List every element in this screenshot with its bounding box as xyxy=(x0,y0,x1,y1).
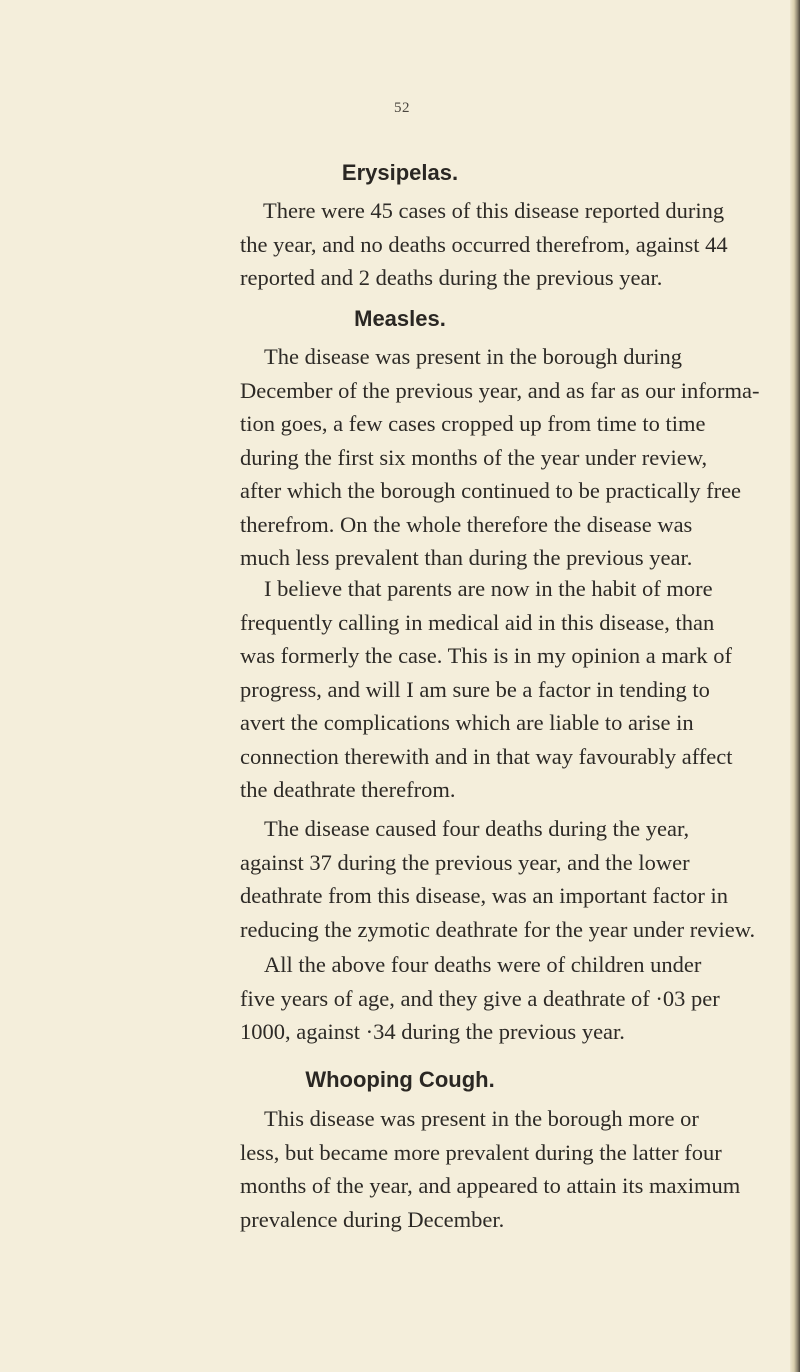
text-line: connection therewith and in that way favourably affect xyxy=(240,743,733,769)
text-line: The disease was present in the borough during xyxy=(264,344,683,369)
text-line: prevalence during December. xyxy=(240,1206,505,1232)
text-line: progress, and will I am sure be a factor in tending to xyxy=(240,676,710,702)
text-line: after which the borough continued to be practically free xyxy=(240,478,742,503)
text-line: five years of age, and they give a deathrate of ·03 per xyxy=(240,985,720,1011)
text-line: All the above four deaths were of children under xyxy=(264,952,702,977)
paragraph-erysipelas-1 xyxy=(240,194,800,295)
text-line: much less prevalent than during the previous year. xyxy=(240,545,693,570)
text-line: was formerly the case. This is in my opinion a mark of xyxy=(240,643,732,668)
text-line: during the first six months of the year under review, xyxy=(240,444,708,470)
text-line: against 37 during the previous year, and the lower xyxy=(240,849,690,875)
paragraph-whooping-cough-1 xyxy=(240,1102,800,1236)
paragraph-measles-4 xyxy=(240,948,800,1049)
paragraph-measles-3 xyxy=(240,812,800,946)
section-heading-whooping-cough: Whooping Cough. xyxy=(305,1067,495,1092)
text-line: This disease was present in the borough more or xyxy=(264,1106,699,1131)
text-line: less, but became more prevalent during the latter four xyxy=(240,1139,722,1165)
text-line: reducing the zymotic deathrate for the year under review. xyxy=(240,916,756,942)
paragraph-measles-2 xyxy=(240,572,800,807)
section-heading-measles: Measles. xyxy=(354,306,446,331)
text-line: 1000, against ·34 during the previous year. xyxy=(240,1019,625,1044)
text-line: I believe that parents are now in the habit of more xyxy=(264,576,713,601)
paragraph-measles-1 xyxy=(240,340,800,575)
text-line: frequently calling in medical aid in this disease, than xyxy=(240,609,715,635)
text-line: therefrom. On the whole therefore the disease was xyxy=(240,511,693,537)
text-line: the year, and no deaths occurred therefrom, against 44 xyxy=(240,231,728,257)
text-line: avert the complications which are liable to arise in xyxy=(240,710,694,735)
section-heading-erysipelas: Erysipelas. xyxy=(341,160,459,185)
text-line: reported and 2 deaths during the previous year. xyxy=(240,265,663,290)
text-line: months of the year, and appeared to attain its maximum xyxy=(240,1173,741,1198)
text-line: the deathrate therefrom. xyxy=(240,777,456,802)
text-line: There were 45 cases of this disease reported during xyxy=(263,198,725,223)
text-line: deathrate from this disease, was an important factor in xyxy=(240,883,728,908)
text-line: The disease caused four deaths during the year, xyxy=(264,816,690,841)
page-number: 52 xyxy=(394,100,410,116)
text-line: tion goes, a few cases cropped up from time to time xyxy=(240,411,706,436)
text-line: December of the previous year, and as far as our informa- xyxy=(240,377,760,403)
